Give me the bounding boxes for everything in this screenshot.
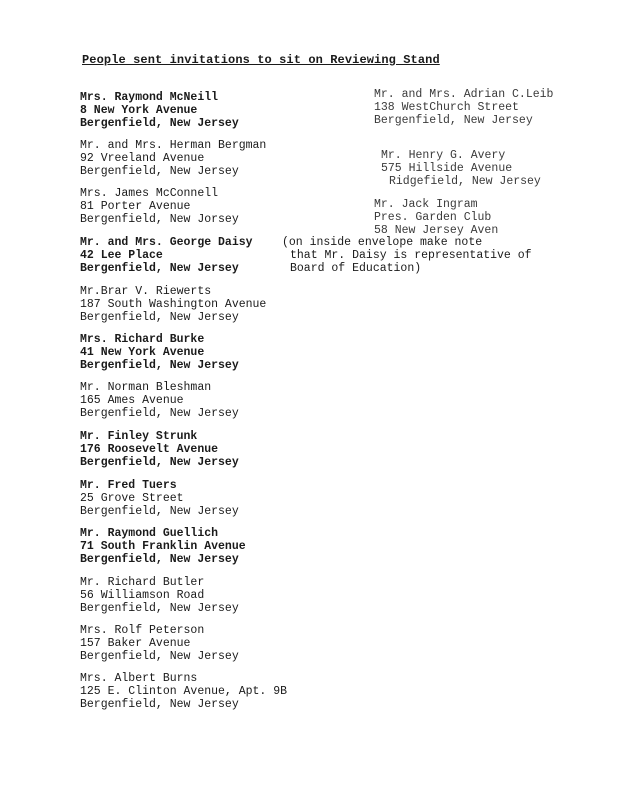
entry-name: Mrs. Richard Burke bbox=[80, 333, 205, 346]
entry-street: 8 New York Avenue bbox=[80, 104, 198, 117]
address-entry bbox=[80, 430, 239, 469]
address-entry bbox=[80, 285, 266, 324]
address-entry bbox=[374, 198, 498, 237]
entry-street: 71 South Franklin Avenue bbox=[80, 540, 246, 553]
entry-street: 125 E. Clinton Avenue, Apt. 9B bbox=[80, 685, 288, 698]
entry-street: 41 New York Avenue bbox=[80, 346, 205, 359]
entry-name: Mr. Finley Strunk bbox=[80, 430, 198, 443]
entry-city: Bergenfield, New Jersey bbox=[80, 456, 239, 469]
page-title: People sent invitations to sit on Reviewing Stand bbox=[82, 53, 440, 67]
address-entry bbox=[80, 333, 239, 372]
entry-city: Bergenfield, New Jorsey bbox=[80, 213, 239, 226]
address-entry bbox=[80, 139, 266, 178]
entry-street: 138 WestChurch Street bbox=[374, 101, 519, 114]
entry-city: Ridgefield, New Jersey bbox=[389, 175, 541, 188]
entry-name: Mr. Henry G. Avery bbox=[381, 149, 506, 162]
entry-name: Mr. and Mrs. Herman Bergman bbox=[80, 139, 267, 152]
address-entry bbox=[80, 479, 239, 518]
address-entry bbox=[80, 187, 239, 226]
address-entry bbox=[80, 91, 239, 130]
entry-city: Bergenfield, New Jersey bbox=[80, 262, 239, 275]
entry-street: 42 Lee Place bbox=[80, 249, 163, 262]
entry-name: Mrs. Raymond McNeill bbox=[80, 91, 219, 104]
entry-street: 81 Porter Avenue bbox=[80, 200, 191, 213]
note-line: that Mr. Daisy is representative of bbox=[290, 249, 532, 262]
entry-city: Bergenfield, New Jersey bbox=[80, 698, 239, 711]
entry-city: Bergenfield, New Jersey bbox=[80, 359, 239, 372]
address-entry bbox=[374, 88, 553, 127]
address-entry bbox=[80, 527, 246, 566]
entry-city: Bergenfield, New Jersey bbox=[374, 114, 533, 127]
address-entry bbox=[80, 624, 239, 663]
entry-city: Bergenfield, New Jersey bbox=[80, 650, 239, 663]
entry-name: Mr. and Mrs. George Daisy bbox=[80, 236, 253, 249]
entry-street: 176 Roosevelt Avenue bbox=[80, 443, 219, 456]
entry-name: Mr. Jack Ingram bbox=[374, 198, 478, 211]
envelope-note bbox=[282, 236, 532, 275]
entry-name: Mr. and Mrs. Adrian C.Leib bbox=[374, 88, 554, 101]
entry-city: Bergenfield, New Jersey bbox=[80, 553, 239, 566]
entry-name: Mr. Raymond Guellich bbox=[80, 527, 219, 540]
entry-name: Mr. Fred Tuers bbox=[80, 479, 177, 492]
entry-street: Pres. Garden Club bbox=[374, 211, 492, 224]
entry-city: Bergenfield, New Jersey bbox=[80, 311, 239, 324]
entry-name: Mr. Norman Bleshman bbox=[80, 381, 212, 394]
entry-city: Bergenfield, New Jersey bbox=[80, 117, 239, 130]
entry-street: 165 Ames Avenue bbox=[80, 394, 184, 407]
entry-name: Mrs. Rolf Peterson bbox=[80, 624, 205, 637]
entry-name: Mr.Brar V. Riewerts bbox=[80, 285, 212, 298]
entry-street: 92 Vreeland Avenue bbox=[80, 152, 205, 165]
entry-street: 25 Grove Street bbox=[80, 492, 184, 505]
address-entry bbox=[80, 672, 287, 711]
entry-city: Bergenfield, New Jersey bbox=[80, 165, 239, 178]
entry-street: 157 Baker Avenue bbox=[80, 637, 191, 650]
note-line: Board of Education) bbox=[290, 262, 422, 275]
address-entry bbox=[381, 149, 541, 188]
address-entry bbox=[80, 381, 239, 420]
address-entry bbox=[80, 236, 253, 275]
entry-name: Mr. Richard Butler bbox=[80, 576, 205, 589]
entry-city: Bergenfield, New Jersey bbox=[80, 505, 239, 518]
entry-name: Mrs. James McConnell bbox=[80, 187, 219, 200]
entry-city: Bergenfield, New Jersey bbox=[80, 602, 239, 615]
entry-name: Mrs. Albert Burns bbox=[80, 672, 198, 685]
entry-street: 575 Hillside Avenue bbox=[381, 162, 513, 175]
entry-street: 56 Williamson Road bbox=[80, 589, 205, 602]
entry-street: 187 South Washington Avenue bbox=[80, 298, 267, 311]
address-entry bbox=[80, 576, 239, 615]
entry-city: Bergenfield, New Jersey bbox=[80, 407, 239, 420]
note-line: (on inside envelope make note bbox=[282, 236, 483, 249]
entry-city: 58 New Jersey Aven bbox=[374, 224, 499, 237]
